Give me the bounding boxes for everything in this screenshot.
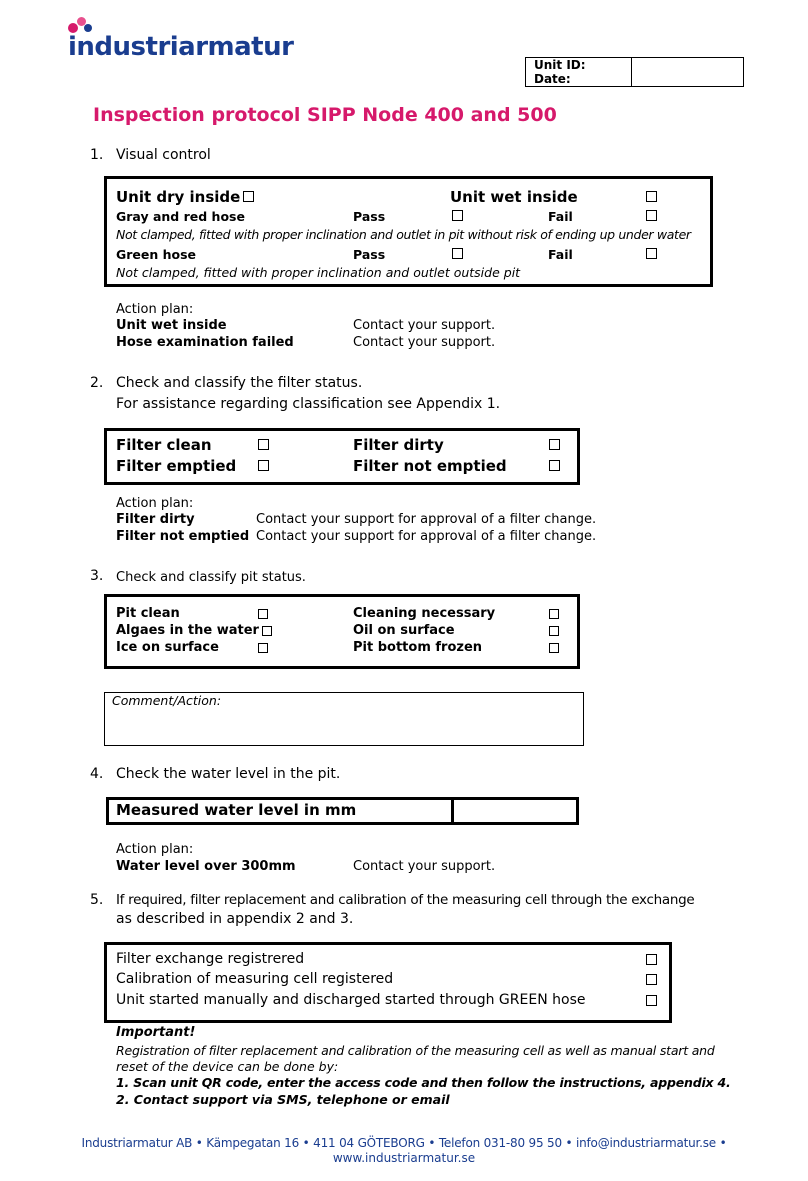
section1-heading: Visual control bbox=[116, 147, 211, 163]
oil-surface-label: Oil on surface bbox=[353, 623, 455, 638]
action-filter-dirty-text: Contact your support for approval of a filter change. bbox=[256, 512, 597, 527]
section5-heading-line1: If required, filter replacement and calibration of the measuring cell through the exchange bbox=[116, 892, 695, 908]
algaes-label: Algaes in the water bbox=[116, 623, 259, 638]
section4-heading: Check the water level in the pit. bbox=[116, 766, 341, 782]
registration-text-line2: reset of the device can be done by: bbox=[116, 1059, 339, 1074]
comment-label: Comment/Action: bbox=[112, 693, 222, 708]
water-level-input[interactable] bbox=[455, 800, 576, 822]
cleaning-necessary-checkbox[interactable] bbox=[549, 609, 559, 619]
filter-clean-checkbox[interactable] bbox=[258, 439, 269, 450]
action-filter-not-emptied-text: Contact your support for approval of a filter change. bbox=[256, 529, 597, 544]
section2-heading-line1: Check and classify the filter status. bbox=[116, 375, 363, 391]
filter-emptied-label: Filter emptied bbox=[116, 457, 237, 475]
algaes-checkbox[interactable] bbox=[262, 626, 272, 636]
pit-frozen-checkbox[interactable] bbox=[549, 643, 559, 653]
important-label: Important! bbox=[116, 1025, 196, 1040]
gray-pass-checkbox[interactable] bbox=[452, 210, 463, 221]
gray-hose-note: Not clamped, fitted with proper inclination and outlet in pit without risk of ending up under water bbox=[116, 227, 691, 242]
action-water-level-text: Contact your support. bbox=[353, 859, 496, 874]
cleaning-necessary-label: Cleaning necessary bbox=[353, 606, 496, 621]
section1-action-plan: Action plan: bbox=[116, 302, 194, 317]
calibration-label: Calibration of measuring cell registered bbox=[116, 971, 394, 987]
gray-pass-label: Pass bbox=[353, 209, 386, 224]
unit-wet-label: Unit wet inside bbox=[450, 188, 578, 206]
filter-dirty-checkbox[interactable] bbox=[549, 439, 560, 450]
section4-action-plan: Action plan: bbox=[116, 842, 194, 857]
section4-number: 4. bbox=[90, 766, 104, 782]
green-fail-label: Fail bbox=[548, 247, 573, 262]
measured-water-label: Measured water level in mm bbox=[116, 801, 357, 819]
action-hose-failed-text: Contact your support. bbox=[353, 335, 496, 350]
oil-surface-checkbox[interactable] bbox=[549, 626, 559, 636]
section1-number: 1. bbox=[90, 147, 104, 163]
filter-emptied-checkbox[interactable] bbox=[258, 460, 269, 471]
gray-red-hose-label: Gray and red hose bbox=[116, 209, 245, 224]
section3-heading: Check and classify pit status. bbox=[116, 570, 306, 585]
filter-not-emptied-checkbox[interactable] bbox=[549, 460, 560, 471]
action-unit-wet-text: Contact your support. bbox=[353, 318, 496, 333]
filter-exchange-label: Filter exchange registrered bbox=[116, 951, 305, 967]
action-hose-failed-label: Hose examination failed bbox=[116, 335, 294, 350]
section3-number: 3. bbox=[90, 568, 104, 584]
ice-surface-checkbox[interactable] bbox=[258, 643, 268, 653]
date-label: Date: bbox=[534, 72, 571, 86]
logo-dot-blue bbox=[84, 24, 92, 32]
unit-started-label: Unit started manually and discharged started through GREEN hose bbox=[116, 992, 586, 1008]
step1-text: 1. Scan unit QR code, enter the access code and then follow the instructions, appendix 4. bbox=[116, 1075, 731, 1090]
logo-wordmark: industriarmatur bbox=[68, 32, 294, 62]
unit-dry-checkbox[interactable] bbox=[243, 191, 254, 202]
unit-dry-label: Unit dry inside bbox=[116, 188, 241, 206]
section5-heading-line2: as described in appendix 2 and 3. bbox=[116, 911, 354, 927]
ice-surface-label: Ice on surface bbox=[116, 640, 219, 655]
step2-text: 2. Contact support via SMS, telephone or email bbox=[116, 1092, 450, 1107]
logo bbox=[62, 14, 292, 64]
unit-id-label: Unit ID: bbox=[534, 58, 586, 72]
footer-line2[interactable]: www.industriarmatur.se bbox=[332, 1151, 476, 1165]
section2-action-plan: Action plan: bbox=[116, 496, 194, 511]
unit-id-field[interactable] bbox=[632, 58, 743, 86]
gray-fail-checkbox[interactable] bbox=[646, 210, 657, 221]
pit-frozen-label: Pit bottom frozen bbox=[353, 640, 483, 655]
action-filter-dirty-label: Filter dirty bbox=[116, 512, 195, 527]
pit-clean-checkbox[interactable] bbox=[258, 609, 268, 619]
registration-text-line1: Registration of filter replacement and calibration of the measuring cell as well as manual start and bbox=[116, 1043, 715, 1058]
section2-number: 2. bbox=[90, 375, 104, 391]
action-unit-wet-label: Unit wet inside bbox=[116, 318, 227, 333]
filter-not-emptied-label: Filter not emptied bbox=[353, 457, 507, 475]
unit-wet-checkbox[interactable] bbox=[646, 191, 657, 202]
footer-line1: Industriarmatur AB • Kämpegatan 16 • 411 04 GÖTEBORG • Telefon 031-80 95 50 • info@industriarmatur.se • bbox=[81, 1136, 727, 1150]
unit-info-box bbox=[525, 57, 744, 87]
section2-heading-line2: For assistance regarding classification see Appendix 1. bbox=[116, 396, 501, 412]
water-level-divider bbox=[451, 797, 454, 825]
filter-dirty-label: Filter dirty bbox=[353, 436, 444, 454]
green-pass-label: Pass bbox=[353, 247, 386, 262]
action-filter-not-emptied-label: Filter not emptied bbox=[116, 529, 250, 544]
gray-fail-label: Fail bbox=[548, 209, 573, 224]
pit-clean-label: Pit clean bbox=[116, 606, 180, 621]
unit-started-checkbox[interactable] bbox=[646, 995, 657, 1006]
filter-exchange-checkbox[interactable] bbox=[646, 954, 657, 965]
green-hose-note: Not clamped, fitted with proper inclination and outlet outside pit bbox=[116, 265, 521, 280]
green-fail-checkbox[interactable] bbox=[646, 248, 657, 259]
page-title: Inspection protocol SIPP Node 400 and 500 bbox=[93, 104, 557, 126]
action-water-level-label: Water level over 300mm bbox=[116, 859, 296, 874]
green-hose-label: Green hose bbox=[116, 247, 197, 262]
calibration-checkbox[interactable] bbox=[646, 974, 657, 985]
green-pass-checkbox[interactable] bbox=[452, 248, 463, 259]
filter-clean-label: Filter clean bbox=[116, 436, 212, 454]
section5-number: 5. bbox=[90, 892, 104, 908]
